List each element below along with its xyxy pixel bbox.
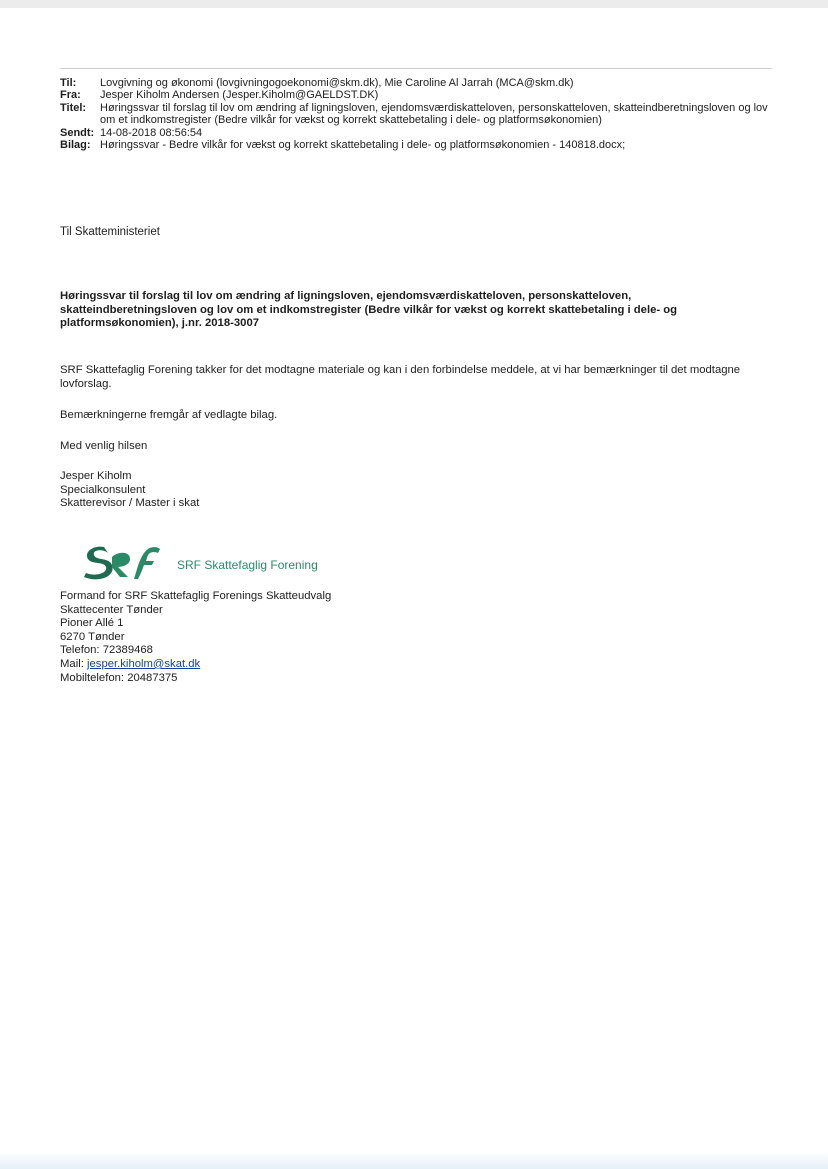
logo-text: SRF Skattefaglig Forening [177, 558, 318, 572]
signature-role: Skatterevisor / Master i skat [60, 497, 200, 510]
header-value: 14-08-2018 08:56:54 [100, 126, 203, 139]
body-paragraph: Bemærkningerne fremgår af vedlagte bilag. [60, 409, 278, 421]
mail-label: Mail: [60, 657, 87, 670]
contact-line: Pioner Allé 1 [60, 617, 124, 630]
header-label: Sendt: [60, 126, 95, 139]
contact-phone: Telefon: 72389468 [60, 644, 153, 657]
header-value: Jesper Kiholm Andersen (Jesper.Kiholm@GAELDST.DK) [100, 89, 379, 102]
header-row-attachment [60, 139, 780, 151]
body-paragraph: SRF Skattefaglig Forening takker for det modtagne materiale og kan i den forbindelse meddele, at vi har bemærkninger til det modtagne lovforslag. [60, 364, 741, 390]
header-value: Høringssvar til forslag til lov om ændring af ligningsloven, ejendomsværdiskatteloven, personskatteloven, skatteindberetningsloven og lov om et indkomstregister (Bedre vilkår for vækst og korrekt skattebetaling i dele- og platformsøkonomien) [100, 101, 768, 127]
header-row-title [60, 102, 780, 127]
signature-title: Specialkonsulent [60, 483, 146, 496]
header-value: Lovgivning og økonomi (lovgivningogoekonomi@skm.dk), Mie Caroline Al Jarrah (MCA@skm.dk) [100, 77, 574, 89]
email-link[interactable]: jesper.kiholm@skat.dk [87, 657, 201, 670]
scan-bottom-edge [0, 1151, 828, 1169]
header-label: Bilag: [60, 139, 91, 152]
greeting: Til Skatteministeriet [60, 226, 160, 238]
header-label: Til: [60, 77, 77, 89]
header-row-to [60, 77, 780, 89]
signature-name: Jesper Kiholm [60, 470, 132, 482]
contact-mail [60, 658, 331, 672]
contact-mobile: Mobiltelefon: 20487375 [60, 671, 178, 684]
attachment-filename[interactable]: Høringssvar - Bedre vilkår for vækst og korrekt skattebetaling i dele- og platformsøkonomien - 140818.docx; [100, 139, 626, 152]
header-divider [60, 68, 772, 69]
header-label: Titel: [60, 101, 87, 114]
subject-heading: Høringssvar til forslag til lov om ændring af ligningsloven, ejendomsværdiskatteloven, personskatteloven, skatteindberetningsloven og lov om et indkomstregister (Bedre vilkår for vækst og korrekt skattebetaling i dele- og platformsøkonomien), j.nr. 2018-3007 [60, 290, 678, 330]
contact-line: 6270 Tønder [60, 630, 125, 643]
signature-block [60, 470, 199, 511]
closing-line: Med venlig hilsen [60, 440, 148, 452]
scan-top-edge [0, 0, 828, 8]
contact-line: Formand for SRF Skattefaglig Forenings Skatteudvalg [60, 590, 332, 602]
contact-line: Skattecenter Tønder [60, 603, 163, 616]
contact-block [60, 590, 331, 685]
header-row-from [60, 89, 780, 101]
srf-logo [82, 543, 162, 581]
header-row-sent [60, 127, 780, 139]
email-header [60, 77, 780, 151]
header-label: Fra: [60, 89, 81, 102]
